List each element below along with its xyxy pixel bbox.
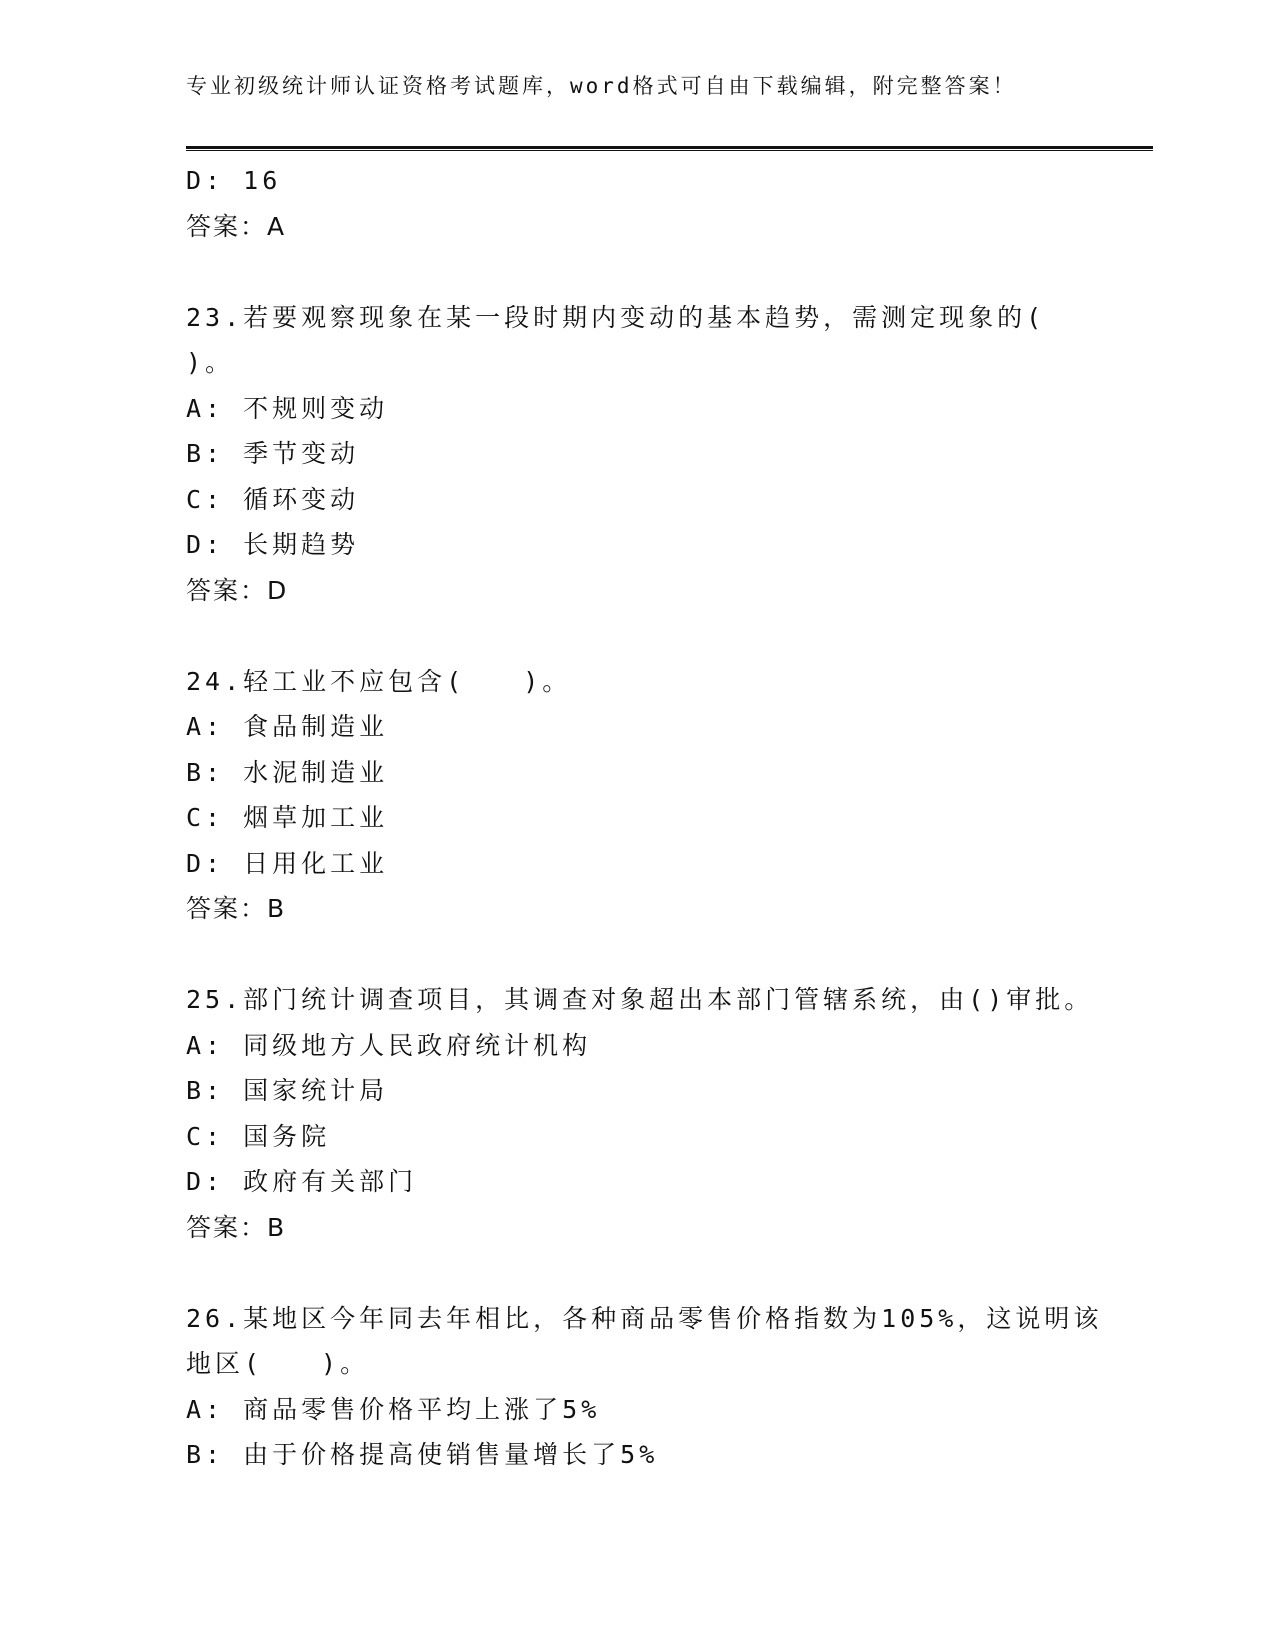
question-stem: 25.部门统计调查项目，其调查对象超出本部门管辖系统，由()审批。	[186, 985, 1094, 1014]
answer: 答案：B	[186, 1212, 287, 1242]
spacer	[186, 1250, 1106, 1296]
question-stem: 23.若要观察现象在某一段时期内变动的基本趋势，需测定现象的(	[186, 302, 1046, 332]
prev-option-d: D: 16	[186, 166, 282, 195]
question-25	[186, 977, 1106, 1250]
option-c: C: 循环变动	[186, 484, 360, 514]
page-header: 专业初级统计师认证资格考试题库，word格式可自由下载编辑，附完整答案！	[186, 74, 1017, 98]
option-b: B: 由于价格提高使销售量增长了5%	[186, 1440, 659, 1469]
spacer	[186, 932, 1106, 978]
question-23	[186, 295, 1106, 614]
question-26	[186, 1296, 1106, 1478]
option-a: A: 食品制造业	[186, 712, 389, 741]
option-a: A: 同级地方人民政府统计机构	[186, 1030, 592, 1060]
option-b: B: 季节变动	[186, 439, 360, 468]
option-d: D: 政府有关部门	[186, 1167, 418, 1196]
question-24	[186, 659, 1106, 932]
option-c: C: 国务院	[186, 1121, 331, 1151]
question-content	[186, 158, 1106, 1478]
spacer	[186, 613, 1106, 659]
answer: 答案：D	[186, 575, 289, 605]
prev-answer: 答案：A	[186, 211, 287, 241]
option-b: B: 国家统计局	[186, 1076, 389, 1105]
question-stem-continued: )。	[186, 348, 235, 377]
question-stem-continued: 地区( )。	[186, 1349, 370, 1378]
question-stem: 24.轻工业不应包含( )。	[186, 666, 572, 696]
option-a: A: 商品零售价格平均上涨了5%	[186, 1394, 601, 1424]
option-c: C: 烟草加工业	[186, 803, 389, 832]
header-divider	[186, 146, 1153, 151]
option-a: A: 不规则变动	[186, 393, 389, 423]
question-stem: 26.某地区今年同去年相比，各种商品零售价格指数为105%，这说明该	[186, 1303, 1103, 1333]
option-b: B: 水泥制造业	[186, 757, 389, 787]
spacer	[186, 249, 1106, 295]
option-d: D: 日用化工业	[186, 848, 389, 878]
option-d: D: 长期趋势	[186, 530, 360, 559]
answer: 答案：B	[186, 894, 287, 923]
